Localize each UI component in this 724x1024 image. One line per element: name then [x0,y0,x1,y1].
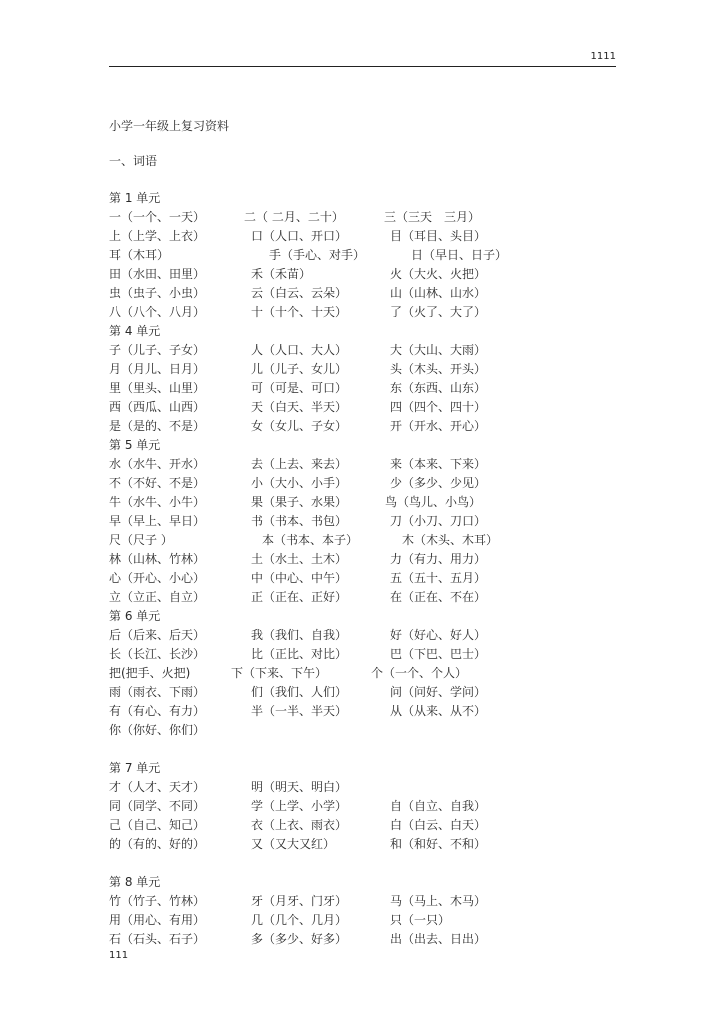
vocabulary-entry: 问（问好、学问） [390,685,487,699]
vocabulary-entry: 上（上学、上衣） [109,229,206,243]
vocabulary-entry: 同（同学、不同） [109,799,206,813]
vocabulary-entry: 力（有力、用力） [390,552,487,566]
vocabulary-entry: 虫（虫子、小虫） [109,286,206,300]
vocabulary-entry: 和（和好、不和） [390,837,487,851]
vocabulary-entry: 山（山林、山水） [390,286,487,300]
vocabulary-entry: 小（大小、小手） [251,476,348,490]
vocabulary-entry: 三（三天 三月） [384,210,481,224]
vocabulary-entry: 的（有的、好的） [109,837,206,851]
vocabulary-row [109,892,629,911]
vocabulary-entry: 一（一个、一天） [109,210,206,224]
vocabulary-entry: 比（正比、对比） [251,647,348,661]
vocabulary-entry: 手（手心、对手） [269,248,366,262]
vocabulary-row [109,341,629,360]
vocabulary-row [109,683,629,702]
vocabulary-entry: 立（立正、自立） [109,590,206,604]
vocabulary-entry: 目（耳目、头目） [390,229,487,243]
vocabulary-entry: 自（自立、自我） [390,799,487,813]
vocabulary-row [109,930,629,949]
vocabulary-entry: 可（可是、可口） [251,381,348,395]
vocabulary-row [109,303,629,322]
vocabulary-row [109,702,629,721]
vocabulary-entry: 你（你好、你们） [109,723,206,737]
section-title: 一、词语 [109,154,158,168]
vocabulary-entry: 好（好心、好人） [390,628,487,642]
vocabulary-entry: 本（书本、本子） [262,533,359,547]
vocabulary-entry: 中（中心、中午） [251,571,348,585]
vocabulary-entry: 鸟（鸟儿、小鸟） [385,495,482,509]
vocabulary-entry: 巴（下巴、巴士） [390,647,487,661]
unit-heading: 第 4 单元 [109,324,161,338]
vocabulary-entry: 开（开水、开心） [390,419,487,433]
unit-heading: 第 7 单元 [109,761,161,775]
vocabulary-entry: 火（大火、火把） [390,267,487,281]
vocabulary-entry: 十（十个、十天） [251,305,348,319]
document-title: 小学一年级上复习资料 [109,119,230,133]
vocabulary-entry: 把(把手、火把) [109,666,191,680]
vocabulary-entry: 长（长江、长沙） [109,647,206,661]
vocabulary-entry: 天（白天、半天） [251,400,348,414]
vocabulary-entry: 云（白云、云朵） [251,286,348,300]
vocabulary-row [109,797,629,816]
vocabulary-entry: 来（本来、下来） [390,457,487,471]
vocabulary-entry: 只（一只） [390,913,451,927]
vocabulary-entry: 正（正在、正好） [251,590,348,604]
vocabulary-row [109,626,629,645]
vocabulary-entry: 田（水田、田里） [109,267,206,281]
vocabulary-entry: 个（一个、个人） [371,666,468,680]
vocabulary-entry: 我（我们、自我） [251,628,348,642]
vocabulary-entry: 土（水土、土木） [251,552,348,566]
header-rule [109,66,616,67]
vocabulary-entry: 白（白云、白天） [390,818,487,832]
vocabulary-entry: 多（多少、好多） [251,932,348,946]
vocabulary-row [109,227,629,246]
vocabulary-entry: 木（木头、木耳） [402,533,499,547]
vocabulary-entry: 少（多少、少见） [390,476,487,490]
vocabulary-row [109,911,629,930]
unit-heading: 第 1 单元 [109,191,161,205]
vocabulary-row [109,664,629,683]
vocabulary-entry: 了（火了、大了） [390,305,487,319]
blank-line [109,854,629,873]
blank-line [109,740,629,759]
vocabulary-entry: 禾（禾苗） [251,267,312,281]
vocabulary-entry: 半（一半、半天） [251,704,348,718]
vocabulary-entry: 出（出去、日出） [390,932,487,946]
vocabulary-row [109,474,629,493]
vocabulary-entry: 雨（雨衣、下雨） [109,685,206,699]
unit-heading: 第 8 单元 [109,875,161,889]
vocabulary-entry: 早（早上、早日） [109,514,206,528]
vocabulary-entry: 们（我们、人们） [251,685,348,699]
vocabulary-entry: 人（人口、大人） [251,343,348,357]
vocabulary-entry: 是（是的、不是） [109,419,206,433]
vocabulary-row [109,246,629,265]
vocabulary-entry: 耳（木耳） [109,248,170,262]
vocabulary-entry: 里（里头、山里） [109,381,206,395]
vocabulary-row [109,379,629,398]
vocabulary-entry: 果（果子、水果） [251,495,348,509]
vocabulary-list [109,189,629,949]
vocabulary-row [109,493,629,512]
vocabulary-entry: 水（水牛、开水） [109,457,206,471]
vocabulary-entry: 不（不好、不是） [109,476,206,490]
vocabulary-row [109,816,629,835]
vocabulary-row [109,531,629,550]
vocabulary-entry: 月（月儿、日月） [109,362,206,376]
vocabulary-entry: 女（女儿、子女） [251,419,348,433]
vocabulary-entry: 牛（水牛、小牛） [109,495,206,509]
vocabulary-row [109,208,629,227]
vocabulary-entry: 东（东西、山东） [390,381,487,395]
vocabulary-row [109,721,629,740]
vocabulary-entry: 明（明天、明白） [251,780,348,794]
vocabulary-row [109,588,629,607]
vocabulary-entry: 从（从来、从不） [390,704,487,718]
vocabulary-row [109,512,629,531]
vocabulary-entry: 牙（月牙、门牙） [251,894,348,908]
vocabulary-entry: 用（用心、有用） [109,913,206,927]
vocabulary-row [109,835,629,854]
vocabulary-row [109,398,629,417]
vocabulary-row [109,417,629,436]
vocabulary-entry: 大（大山、大雨） [390,343,487,357]
vocabulary-row [109,569,629,588]
vocabulary-entry: 头（木头、开头） [390,362,487,376]
vocabulary-entry: 马（马上、木马） [390,894,487,908]
vocabulary-entry: 四（四个、四十） [390,400,487,414]
vocabulary-entry: 口（人口、开口） [251,229,348,243]
vocabulary-entry: 学（上学、小学） [251,799,348,813]
vocabulary-entry: 又（又大又红） [251,837,336,851]
footer-page-number: 111 [109,950,129,961]
vocabulary-entry: 石（石头、石子） [109,932,206,946]
vocabulary-entry: 去（上去、来去） [251,457,348,471]
vocabulary-entry: 书（书本、书包） [251,514,348,528]
vocabulary-entry: 西（西瓜、山西） [109,400,206,414]
vocabulary-entry: 儿（儿子、女儿） [251,362,348,376]
vocabulary-row [109,284,629,303]
vocabulary-entry: 八（八个、八月） [109,305,206,319]
vocabulary-entry: 二（ 二月、二十） [244,210,344,224]
unit-heading: 第 6 单元 [109,609,161,623]
vocabulary-entry: 在（正在、不在） [390,590,487,604]
vocabulary-row [109,265,629,284]
vocabulary-row [109,645,629,664]
vocabulary-entry: 才（人才、天才） [109,780,206,794]
vocabulary-row [109,778,629,797]
header-page-number: 1111 [590,51,616,62]
vocabulary-row [109,455,629,474]
unit-heading: 第 5 单元 [109,438,161,452]
vocabulary-row [109,550,629,569]
vocabulary-entry: 衣（上衣、雨衣） [251,818,348,832]
vocabulary-entry: 竹（竹子、竹林） [109,894,206,908]
vocabulary-entry: 几（几个、几月） [251,913,348,927]
vocabulary-entry: 刀（小刀、刀口） [390,514,487,528]
vocabulary-entry: 尺（尺子 ） [109,533,173,547]
vocabulary-entry: 子（儿子、子女） [109,343,206,357]
vocabulary-entry: 心（开心、小心） [109,571,206,585]
vocabulary-entry: 后（后来、后天） [109,628,206,642]
vocabulary-entry: 日（早日、日子） [411,248,508,262]
vocabulary-entry: 林（山林、竹林） [109,552,206,566]
vocabulary-entry: 五（五十、五月） [390,571,487,585]
vocabulary-entry: 下（下来、下午） [231,666,328,680]
vocabulary-row [109,360,629,379]
vocabulary-entry: 有（有心、有力） [109,704,206,718]
vocabulary-entry: 己（自己、知己） [109,818,206,832]
